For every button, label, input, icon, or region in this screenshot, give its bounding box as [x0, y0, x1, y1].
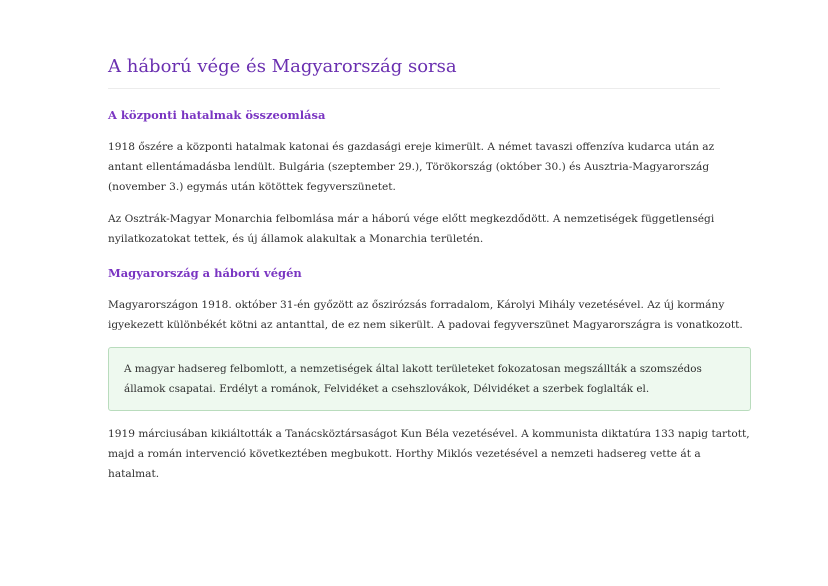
section-heading-collapse: A központi hatalmak összeomlása: [108, 108, 326, 122]
page-title: A háború vége és Magyarország sorsa: [108, 54, 720, 89]
paragraph-collapse-1: 1918 őszére a központi hatalmak katonai és gazdasági ereje kimerült. A német tavaszi offenzíva kudarca után az antant ellentámadásba lendült. Bulgária (szeptember 29.), Törökország (október 30.) és Ausztria-Magyarország (november 3.) egymás után kötöttek fegyverszünetet.: [108, 141, 715, 193]
paragraph-hungary-1: Magyarországon 1918. október 31-én győzött az őszirózsás forradalom, Károlyi Mihály vezetésével. Az új kormány igyekezett különbékét kötni az antanttal, de ez nem sikerült. A padovai fegyverszünet Magyarországra is vonatkozott.: [108, 299, 743, 331]
paragraph-collapse-2: Az Osztrák-Magyar Monarchia felbomlása már a háború vége előtt megkezdődött. A nemzetiségek függetlenségi nyilatkozatokat tettek, és új államok alakultak a Monarchia területén.: [108, 213, 715, 245]
callout-box: [108, 347, 751, 411]
section-heading-hungary: Magyarország a háború végén: [108, 266, 302, 280]
article: [108, 54, 751, 484]
callout-text: A magyar hadsereg felbomlott, a nemzetiségek által lakott területeket fokozatosan megszállták a szomszédos államok csapatai. Erdélyt a románok, Felvidéket a csehszlovákok, Délvidéket a szerbek foglalták el.: [124, 363, 702, 395]
paragraph-hungary-closing: 1919 márciusában kikiáltották a Tanácsköztársaságot Kun Béla vezetésével. A kommunista diktatúra 133 napig tartott, majd a román intervenció következtében megbukott. Horthy Miklós vezetésével a nemzeti hadsereg vette át a hatalmat.: [108, 428, 750, 480]
